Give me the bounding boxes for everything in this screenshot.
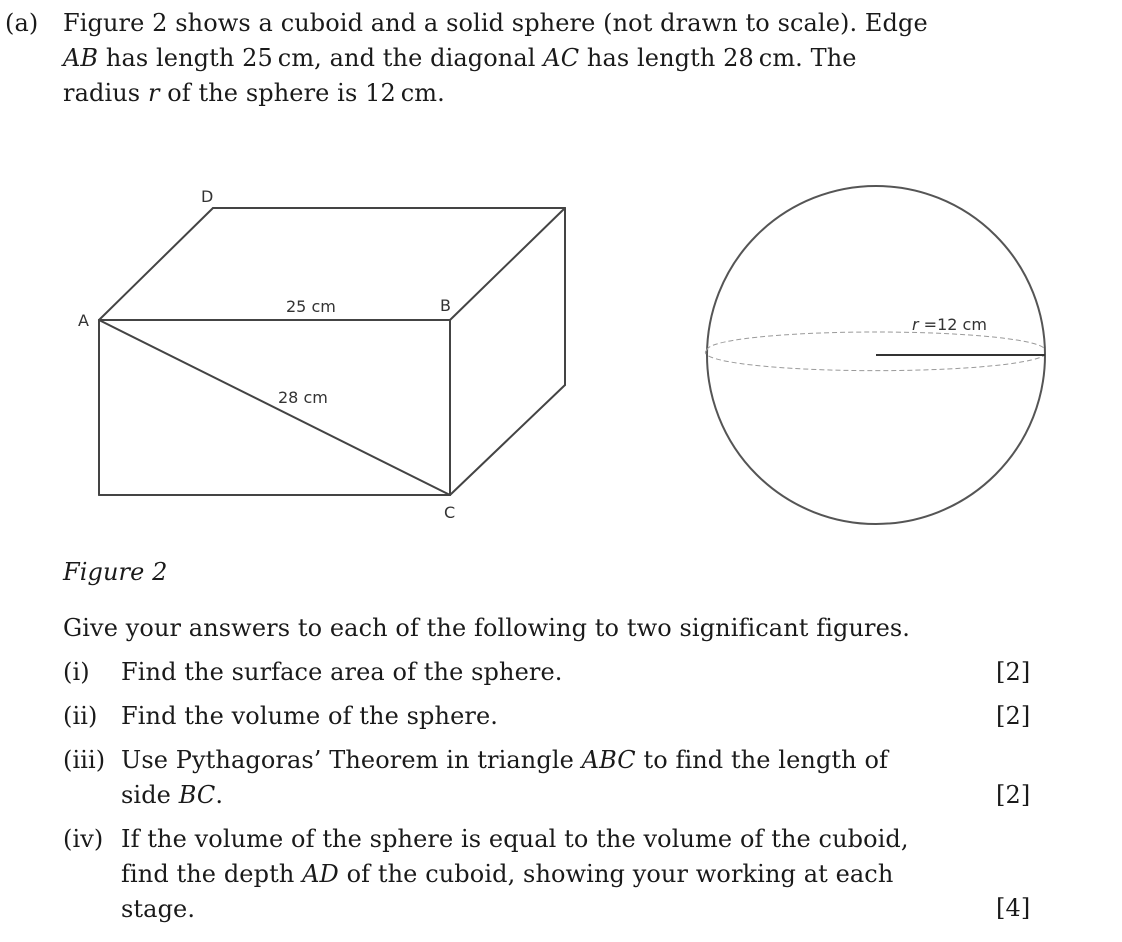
question-segment: side	[121, 781, 179, 809]
cuboid-edge-left-top	[99, 208, 213, 320]
var-ac: AC	[543, 44, 580, 72]
question-segment: .	[215, 781, 224, 809]
marks-badge: [2]	[996, 702, 1031, 730]
question-text	[121, 743, 911, 813]
intro-text: has length 28 cm. The	[579, 44, 857, 72]
intro-line-3	[63, 76, 943, 111]
question-segment: to find the length of	[635, 746, 888, 774]
var-abc: ABC	[581, 746, 636, 774]
sphere-equator-front	[705, 350, 1045, 371]
question-line	[121, 778, 911, 813]
intro-text: has length 25 cm, and the diagonal	[98, 44, 544, 72]
question-line: If the volume of the sphere is equal to the volume of the cuboid,	[121, 825, 909, 853]
diagonal-ac-label: 28 cm	[278, 388, 328, 407]
intro-line-2	[63, 41, 943, 76]
question-line: Find the surface area of the sphere.	[121, 658, 563, 686]
question-line	[121, 857, 911, 892]
sphere-radius-label	[912, 315, 987, 334]
instruction-text: Give your answers to each of the following to two significant figures.	[63, 614, 911, 642]
vertex-label-a: A	[78, 311, 89, 330]
question-line: stage.	[121, 895, 196, 923]
radius-var: r	[912, 315, 919, 334]
cuboid-edge-bottom-right	[450, 385, 565, 495]
cuboid-diagonal-ac	[99, 320, 450, 495]
marks-badge: [2]	[996, 781, 1031, 809]
intro-paragraph	[63, 6, 943, 111]
question-text	[121, 699, 911, 734]
intro-text: Figure 2 shows a cuboid and a solid sphere (not drawn to scale). Edge	[63, 9, 928, 37]
sphere-equator-back	[707, 332, 1045, 350]
question-text	[121, 655, 911, 690]
marks-badge: [2]	[996, 658, 1031, 686]
sphere-diagram	[705, 186, 1045, 524]
intro-line-1	[63, 6, 943, 41]
cuboid-edge-right-top	[450, 208, 565, 320]
var-r: r	[147, 79, 160, 107]
var-ad: AD	[302, 860, 339, 888]
marks-badge: [4]	[996, 894, 1031, 922]
intro-text: radius	[63, 79, 148, 107]
question-segment: Use Pythagoras’ Theorem in triangle	[121, 746, 582, 774]
figure-caption: Figure 2	[63, 558, 168, 586]
question-number: (ii)	[63, 702, 98, 730]
intro-text: of the sphere is 12 cm.	[159, 79, 445, 107]
vertex-label-b: B	[440, 296, 451, 315]
question-line: Find the volume of the sphere.	[121, 702, 498, 730]
question-number: (iii)	[63, 746, 106, 774]
vertex-label-d: D	[201, 187, 214, 206]
question-number: (i)	[63, 658, 90, 686]
var-bc: BC	[178, 781, 216, 809]
vertex-label-c: C	[444, 503, 456, 522]
radius-value: =12 cm	[918, 315, 987, 334]
cuboid-diagram	[99, 208, 565, 495]
part-label: (a)	[5, 9, 39, 37]
figure-2	[0, 170, 1122, 540]
question-text	[121, 822, 911, 927]
question-line	[121, 743, 911, 778]
question-number: (iv)	[63, 825, 104, 853]
edge-ab-label: 25 cm	[286, 297, 336, 316]
question-segment: of the cuboid, showing your working at each	[338, 860, 894, 888]
question-segment: find the depth	[121, 860, 303, 888]
var-ab: AB	[63, 44, 99, 72]
